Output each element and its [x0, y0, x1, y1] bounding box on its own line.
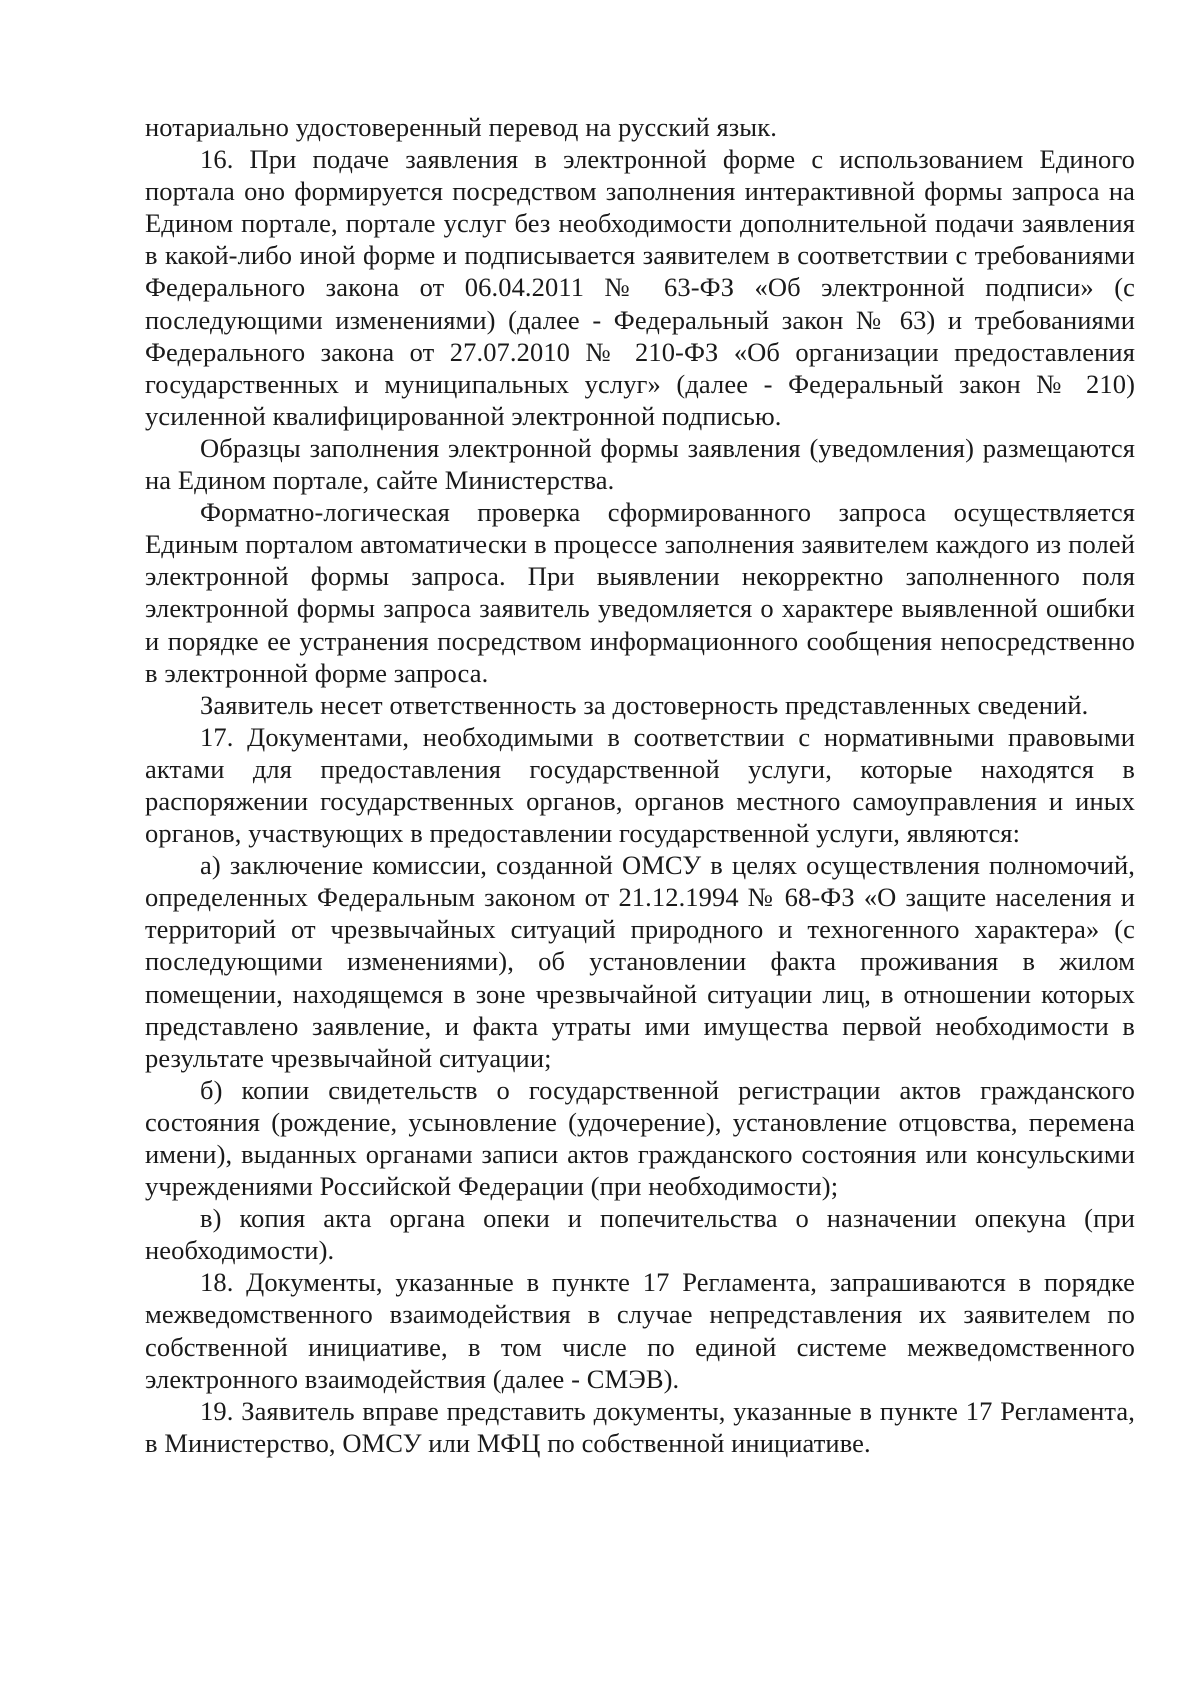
paragraph-item-16: 16. При подаче заявления в электронной форме с использованием Единого портала оно формируется посредством заполнения интерактивной формы запроса на Едином портале, портале услуг без необходимости дополнительной подачи заявления в какой-либо иной форме и подписывается заявителем в соответствии с требованиями Федерального закона от 06.04.2011 № 63-ФЗ «Об электронной подписи» (с последующими изменениями) (далее - Федеральный закон № 63) и требованиями Федерального закона от 27.07.2010 № 210-ФЗ «Об организации предоставления государственных и муниципальных услуг» (далее - Федеральный закон № 210) усиленной квалифицированной электронной подписью.: [145, 144, 1135, 431]
document-page: [145, 111, 1135, 1459]
paragraph-responsibility: Заявитель несет ответственность за достоверность представленных сведений.: [200, 689, 1089, 720]
paragraph-item-17-v: в) копия акта органа опеки и попечительства о назначении опекуна (при необходимости).: [145, 1203, 1135, 1266]
paragraph-item-17-b: б) копии свидетельств о государственной регистрации актов гражданского состояния (рождение, усыновление (удочерение), установление отцовства, перемена имени), выданных органами записи актов гражданского состояния или консульскими учреждениями Российской Федерации (при необходимости);: [145, 1074, 1135, 1202]
paragraph-continuation: нотариально удостоверенный перевод на русский язык.: [145, 112, 777, 142]
paragraph-item-17: 17. Документами, необходимыми в соответствии с нормативными правовыми актами для предоставления государственной услуги, которые находятся в распоряжении государственных органов, органов местного самоуправления и иных органов, участвующих в предоставлении государственной услуги, являются:: [145, 721, 1135, 849]
paragraph-item-18: 18. Документы, указанные в пункте 17 Регламента, запрашиваются в порядке межведомственного взаимодействия в случае непредставления их заявителем по собственной инициативе, в том числе по единой системе межведомственного электронного взаимодействия (далее - СМЭВ).: [145, 1267, 1135, 1394]
paragraph-item-17-a: а) заключение комиссии, созданной ОМСУ в целях осуществления полномочий, определенных Федеральным законом от 21.12.1994 № 68-ФЗ «О защите населения и территорий от чрезвычайных ситуаций природного и техногенного характера» (с последующими изменениями), об установлении факта проживания в жилом помещении, находящемся в зоне чрезвычайной ситуации лиц, в отношении которых представлено заявление, и факта утраты ими имущества первой необходимости в результате чрезвычайной ситуации;: [145, 850, 1135, 1073]
paragraph-item-19: 19. Заявитель вправе представить документы, указанные в пункте 17 Регламента, в Министерство, ОМСУ или МФЦ по собственной инициативе.: [145, 1395, 1135, 1458]
paragraph-form-samples: Образцы заполнения электронной формы заявления (уведомления) размещаются на Едином портале, сайте Министерства.: [145, 432, 1135, 496]
paragraph-format-check: Форматно-логическая проверка сформированного запроса осуществляется Единым порталом автоматически в процессе заполнения заявителем каждого из полей электронной формы запроса. При выявлении некорректно заполненного поля электронной формы запроса заявитель уведомляется о характере выявленной ошибки и порядке ее устранения посредством информационного сообщения непосредственно в электронной форме запроса.: [145, 497, 1135, 688]
